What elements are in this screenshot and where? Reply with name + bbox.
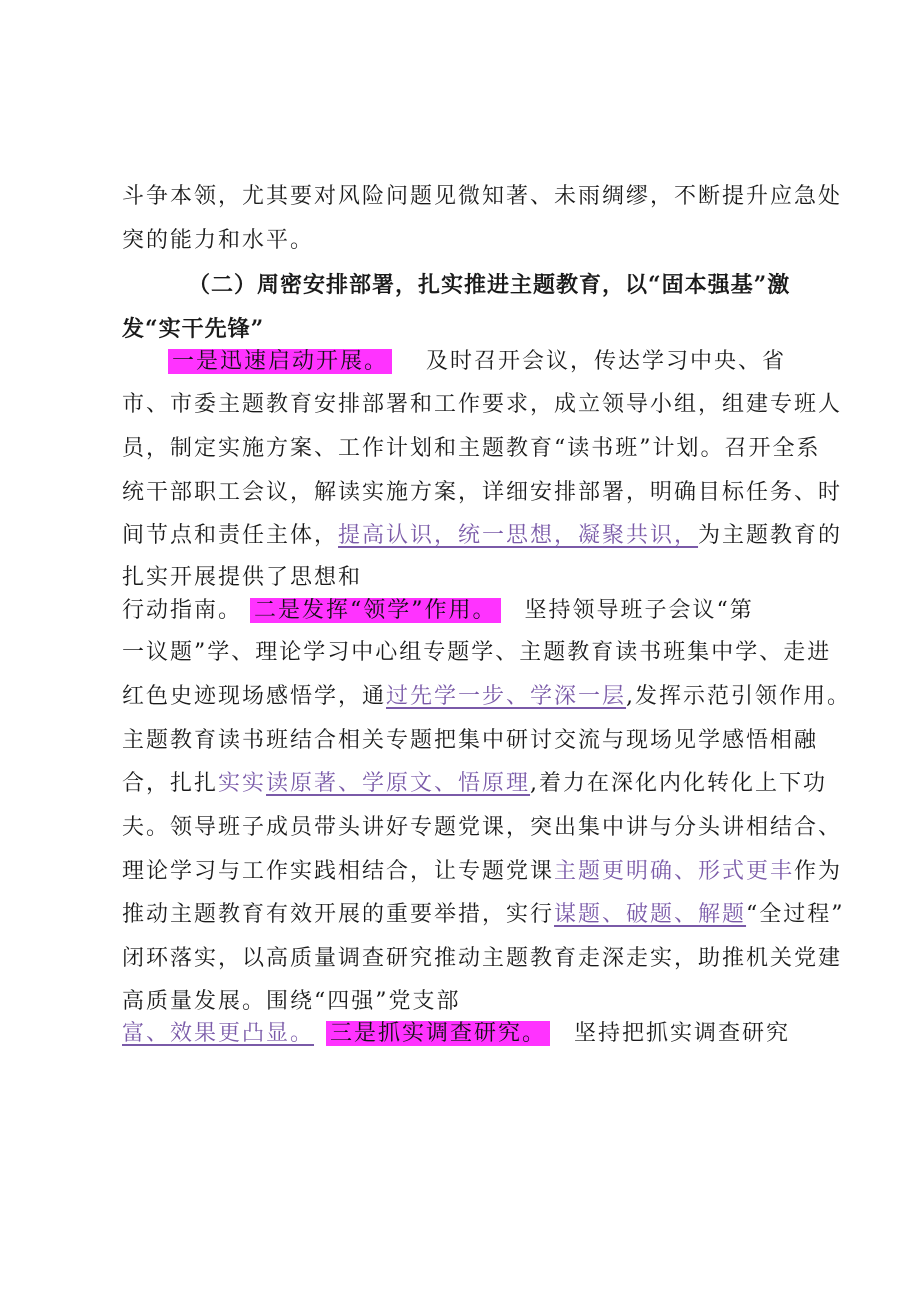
text-run: 突的能力和水平。: [122, 228, 315, 253]
paragraph-line: [122, 857, 842, 887]
underlined-text-link[interactable]: 提高认识，统一思想，凝聚共识，: [338, 523, 699, 548]
paragraph-line: [122, 638, 831, 668]
text-run: 推动主题教育有效开展的重要举措，实行: [122, 902, 555, 927]
section-heading: [188, 270, 790, 300]
text-run: ,着力在深化内化转化上下功: [530, 771, 828, 796]
heading-text: 发“实干先锋”: [122, 316, 265, 342]
highlighted-point-label: 二是发挥“领学”作用。: [250, 598, 501, 623]
paragraph-line: [122, 987, 461, 1017]
text-run: 扎实开展提供了思想和: [122, 565, 363, 590]
text-run: 理论学习与工作实践相结合，让专题党课: [122, 859, 555, 884]
text-run: ,发挥示范引领作用。: [626, 684, 852, 709]
paragraph-line: [122, 726, 818, 756]
text-run: 间节点和责任主体，: [122, 523, 339, 548]
paragraph-line: [122, 769, 827, 799]
text-run: 为主题教育的: [698, 523, 843, 548]
heading-text: （二）周密安排部署，扎实推进主题教育，以“固本强基”激: [188, 272, 791, 298]
purple-text: 实实: [218, 771, 267, 796]
text-run: 员，制定实施方案、工作计划和主题教育“读书班”计划。召开全系: [122, 436, 821, 461]
text-run: 闭环落实，以高质量调查研究推动主题教育走深走实，助推机关党建: [122, 946, 843, 971]
paragraph-line: [122, 813, 842, 843]
underlined-text-link[interactable]: 富、效果更凸显。: [122, 1021, 315, 1046]
paragraph-line: [122, 390, 842, 420]
underlined-text-link[interactable]: 读原著、学原文、悟原理: [266, 771, 531, 796]
paragraph-line: [168, 347, 786, 377]
text-run: 统干部职工会议，解读实施方案，详细安排部署，明确目标任务、时: [122, 480, 843, 505]
underlined-text-link[interactable]: 谋题、破题、解题: [554, 902, 747, 927]
paragraph-line: [122, 563, 362, 593]
text-run: 高质量发展。围绕“四强”党支部: [122, 989, 461, 1014]
text-run: 作为: [794, 859, 843, 884]
text-run: 行动指南。: [122, 598, 243, 623]
paragraph-line: [122, 226, 314, 256]
paragraph-line: [122, 434, 821, 464]
paragraph-line: [122, 682, 851, 712]
text-run: 一议题”学、理论学习中心组专题学、主题教育读书班集中学、走进: [122, 640, 832, 665]
text-run: 夫。领导班子成员带头讲好专题党课，突出集中讲与分头讲相结合、: [122, 815, 843, 840]
purple-text: 主题更明确、形式更丰: [554, 859, 795, 884]
paragraph-line: [122, 521, 842, 551]
text-run: 市、市委主题教育安排部署和工作要求，成立领导小组，组建专班人: [122, 392, 843, 417]
text-run: 斗争本领，尤其要对风险问题见微知著、未雨绸缪，不断提升应急处: [122, 184, 843, 209]
text-run: 坚持领导班子会议“第: [524, 598, 754, 623]
text-run: 及时召开会议，传达学习中央、省: [426, 349, 787, 374]
text-run: “全过程”: [746, 902, 845, 927]
paragraph-line: [122, 1019, 790, 1049]
text-run: 合，扎扎: [122, 771, 219, 796]
paragraph-line: [122, 596, 754, 626]
paragraph-line: [122, 944, 842, 974]
section-heading-continued: [122, 314, 264, 344]
paragraph-line: [122, 478, 842, 508]
text-run: 红色史迹现场感悟学，通: [122, 684, 387, 709]
paragraph-line: [122, 182, 842, 212]
highlighted-point-label: 三是抓实调查研究。: [326, 1021, 550, 1046]
text-run: 坚持把抓实调查研究: [574, 1021, 791, 1046]
paragraph-line: [122, 900, 845, 930]
text-run: 主题教育读书班结合相关专题把集中研讨交流与现场见学感悟相融: [122, 728, 819, 753]
underlined-text-link[interactable]: 过先学一步、学深一层: [386, 684, 627, 709]
highlighted-point-label: 一是迅速启动开展。: [168, 349, 392, 374]
